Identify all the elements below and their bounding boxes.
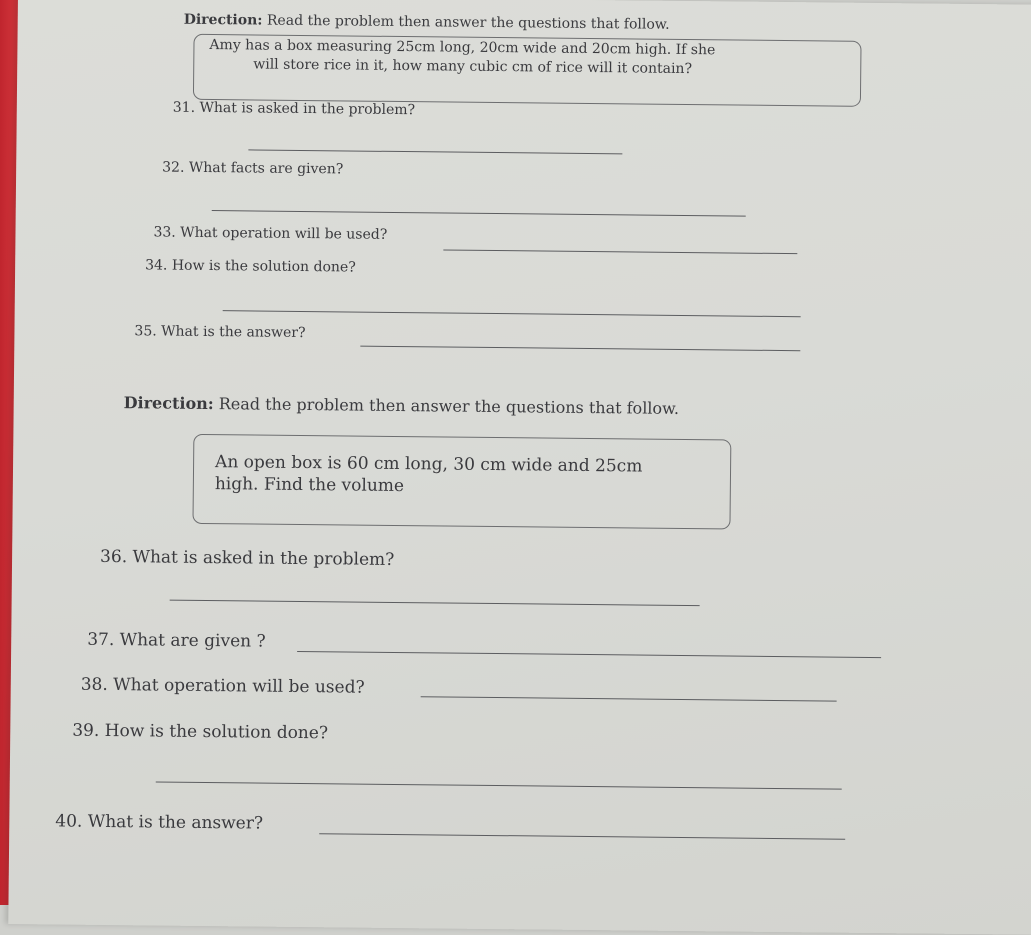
question-35: 35. What is the answer? [134, 323, 306, 342]
direction-1-label: Direction: [183, 11, 263, 29]
question-40: 40. What is the answer? [55, 811, 264, 834]
question-31: 31. What is asked in the problem? [172, 99, 416, 119]
problem-2-line-1: An open box is 60 cm long, 30 cm wide and 25cm [215, 452, 643, 477]
answer-line-37[interactable] [297, 651, 881, 658]
problem-1-line-1: Amy has a box measuring 25cm long, 20cm wide and 20cm high. If she [209, 37, 716, 59]
answer-line-34[interactable] [223, 310, 801, 317]
question-39: 39. How is the solution done? [72, 720, 329, 744]
answer-line-36[interactable] [170, 600, 700, 607]
direction-2-text: Read the problem then answer the questions that follow. [218, 394, 680, 418]
answer-line-40[interactable] [319, 833, 845, 840]
problem-1-line-2: will store rice in it, how many cubic cm of rice will it contain? [253, 56, 693, 78]
answer-line-35[interactable] [360, 346, 800, 352]
direction-2 [124, 393, 679, 418]
question-36: 36. What is asked in the problem? [100, 546, 395, 570]
answer-line-31[interactable] [248, 149, 622, 154]
direction-1 [184, 12, 670, 33]
answer-line-38[interactable] [421, 696, 837, 701]
question-33: 33. What operation will be used? [153, 224, 388, 243]
direction-1-text: Read the problem then answer the questions that follow. [266, 12, 670, 33]
question-34: 34. How is the solution done? [145, 257, 356, 276]
answer-line-32[interactable] [212, 210, 746, 217]
answer-line-33[interactable] [443, 249, 797, 254]
answer-line-39[interactable] [156, 781, 842, 789]
question-32: 32. What facts are given? [162, 159, 344, 178]
worksheet-page [8, 0, 1031, 935]
question-37: 37. What are given ? [87, 629, 266, 652]
problem-2-line-2: high. Find the volume [214, 474, 405, 497]
question-38: 38. What operation will be used? [80, 674, 365, 698]
direction-2-label: Direction: [123, 393, 214, 414]
